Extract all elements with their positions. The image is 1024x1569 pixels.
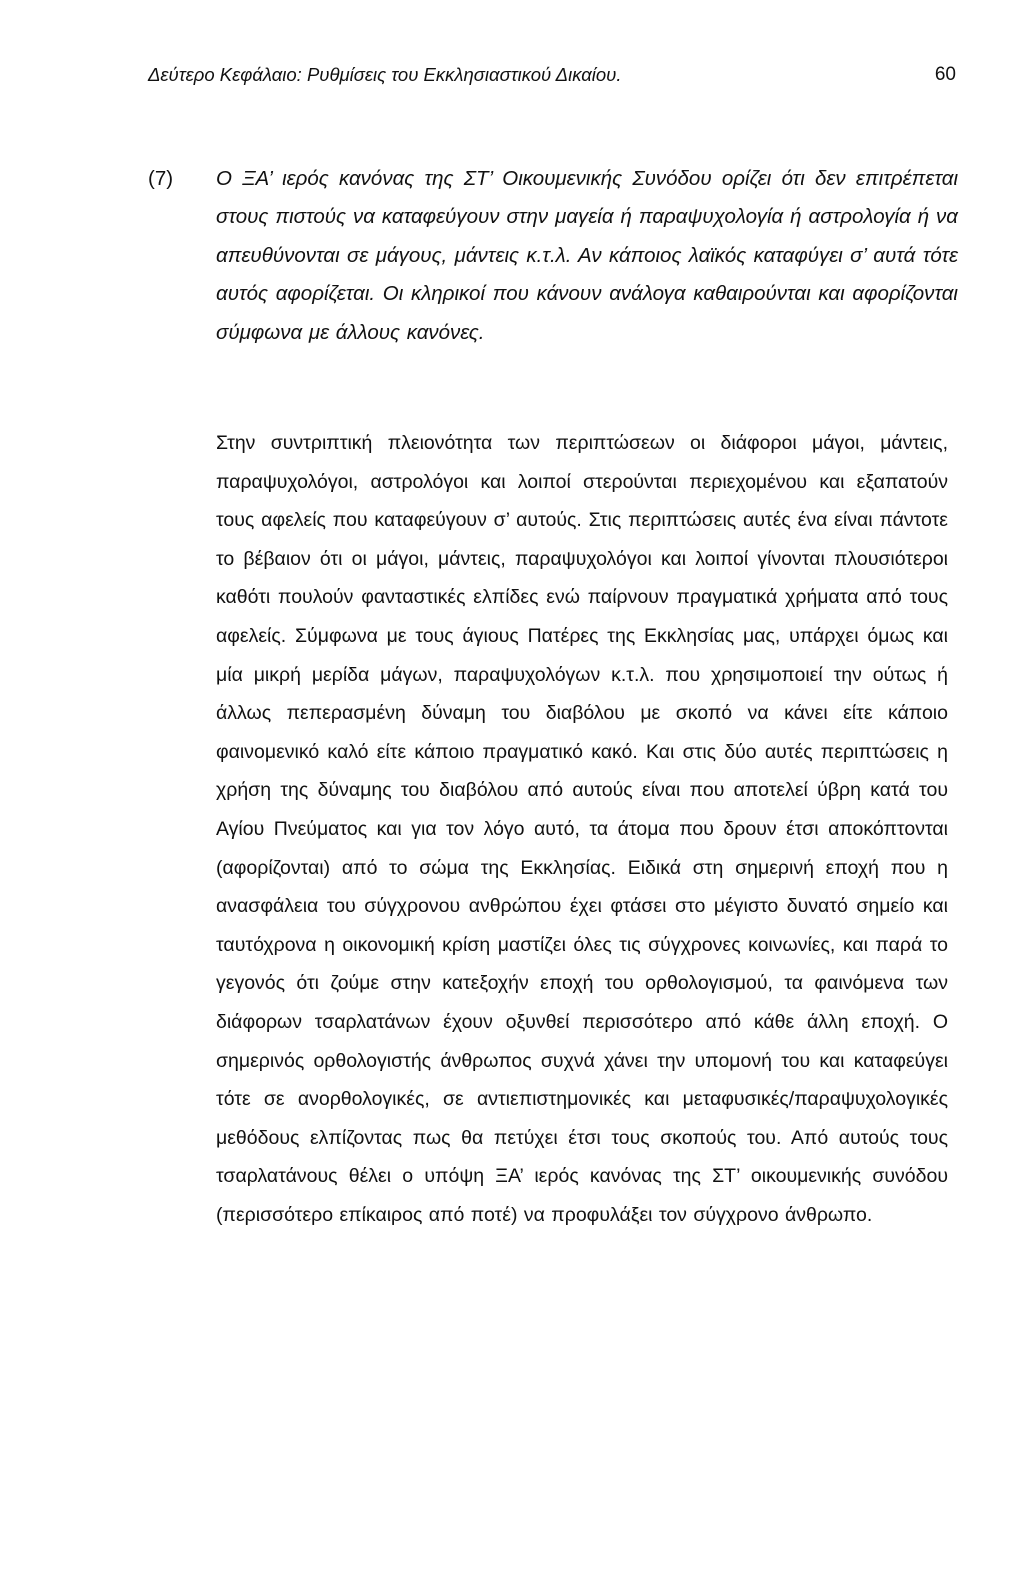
footnote-marker: (7) <box>148 167 174 190</box>
footnote <box>148 160 958 352</box>
running-header <box>148 62 956 88</box>
page-number: 60 <box>934 64 956 85</box>
chapter-title: Δεύτερο Κεφάλαιο: Ρυθμίσεις του Εκκλησιαστικού Δικαίου. <box>148 64 622 85</box>
main-text <box>216 424 948 1234</box>
footnote-text: Ο ΞΑ’ ιερός κανόνας της ΣΤ’ Οικουμενικής Συνόδου ορίζει ότι δεν επιτρέπεται στους πιστούς να καταφεύγουν στην μαγεία ή παραψυχολογία ή αστρολογία ή να απευθύνονται σε μάγους, μάντεις κ.τ.λ. Αν κάποιος λαϊκός καταφύγει σ’ αυτά τότε αυτός αφορίζεται. Οι κληρικοί που κάνουν ανάλογα καθαιρούνται και αφορίζονται σύμφωνα με άλλους κανόνες. <box>216 167 958 344</box>
body-paragraph: Στην συντριπτική πλειονότητα των περιπτώσεων οι διάφοροι μάγοι, μάντεις, παραψυχολόγοι, αστρολόγοι και λοιποί στερούνται περιεχομένου και εξαπατούν τους αφελείς που καταφεύγουν σ’ αυτούς. Στις περιπτώσεις αυτές ένα είναι πάντοτε το βέβαιον ότι οι μάγοι, μάντεις, παραψυχολόγοι και λοιποί γίνονται πλουσιότεροι καθότι πουλούν φανταστικές ελπίδες ενώ παίρνουν πραγματικά χρήματα από τους αφελείς. Σύμφωνα με τους άγιους Πατέρες της Εκκλησίας μας, υπάρχει όμως και μία μικρή μερίδα μάγων, παραψυχολόγων κ.τ.λ. που χρησιμοποιεί την ούτως ή άλλως πεπερασμένη δύναμη του διαβόλου με σκοπό να κάνει είτε κάποιο φαινομενικό καλό είτε κάποιο πραγματικό κακό. Και στις δύο αυτές περιπτώσεις η χρήση της δύναμης του διαβόλου από αυτούς είναι που αποτελεί ύβρη κατά του Αγίου Πνεύματος και για τον λόγο αυτό, τα άτομα που δρουν έτσι αποκόπτονται (αφορίζονται) από το σώμα της Εκκλησίας. Ειδικά στη σημερινή εποχή που η ανασφάλεια του σύγχρονου ανθρώπου έχει φτάσει στο μέγιστο δυνατό σημείο και ταυτόχρονα η οικονομική κρίση μαστίζει όλες τις σύγχρονες κοινωνίες, και παρά το γεγονός ότι ζούμε στην κατεξοχήν εποχή του ορθολογισμού, τα φαινόμενα των διάφορων τσαρλατάνων έχουν οξυνθεί περισσότερο από κάθε άλλη εποχή. Ο σημερινός ορθολογιστής άνθρωπος συχνά χάνει την υπομονή του και καταφεύγει τότε σε ανορθολογικές, σε αντιεπιστημονικές και μεταφυσικές/παραψυχολογικές μεθόδους ελπίζοντας πως θα πετύχει έτσι τους σκοπούς του. Από αυτούς τους τσαρλατάνους θέλει ο υπόψη ΞΑ’ ιερός κανόνας της ΣΤ’ οικουμενικής συνόδου (περισσότερο επίκαιρος από ποτέ) να προφυλάξει τον σύγχρονο άνθρωπο. <box>216 432 948 1226</box>
